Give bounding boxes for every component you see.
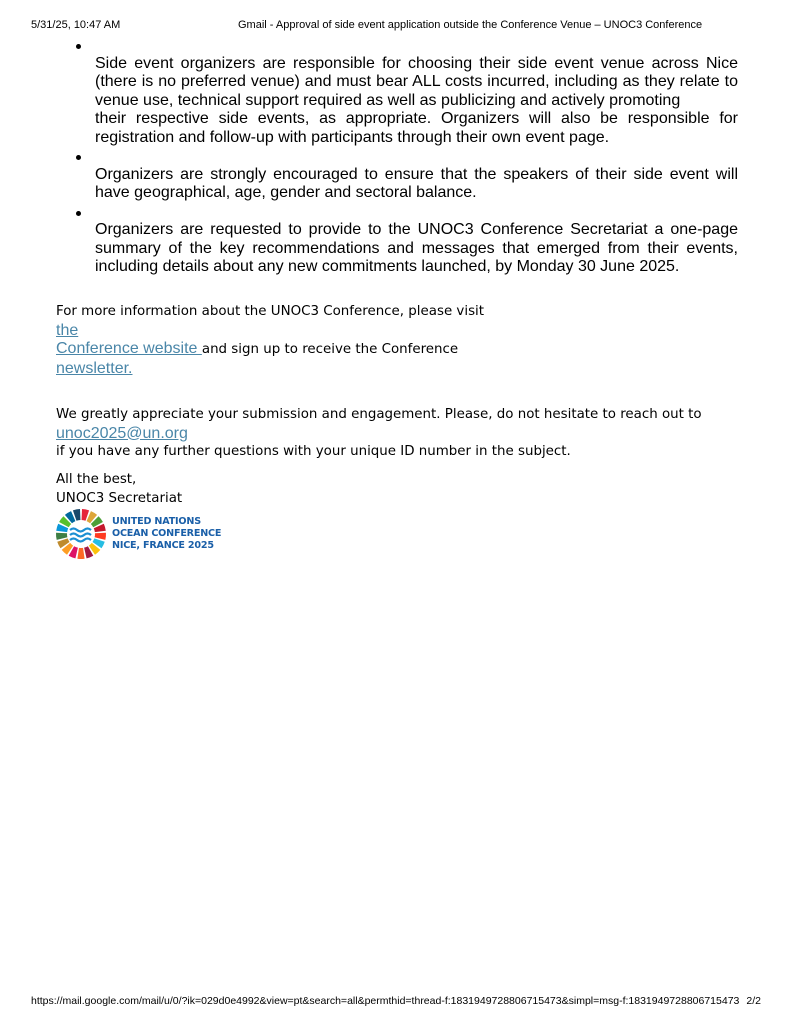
signup-text: and sign up to receive the Conference [201,342,459,357]
sdg-wheel-segment [77,548,84,559]
sdg-wheel-segment [56,533,67,540]
unoc-logo [55,508,222,560]
conference-website-link[interactable]: Conference website [56,340,202,357]
website-line [56,340,484,360]
more-info-block [56,303,484,378]
appreciation-block [56,406,702,462]
list-item-text: Organizers are strongly encouraged to ensure that the speakers of their side event will have geographical, age, gender and sectoral balance. [95,165,738,201]
logo-line-1: UNITED NATIONS [112,516,201,527]
sdg-wheel-segment [95,533,106,540]
print-datetime: 5/31/25, 10:47 AM [31,19,121,31]
appreciation-text: We greatly appreciate your submission and engagement. Please, do not hesitate to reach out to [56,407,702,422]
signoff-block [56,471,182,508]
appreciation-after: if you have any further questions with your unique ID number in the subject. [56,444,571,459]
list-item-text: Organizers are requested to provide to the UNOC3 Conference Secretariat a one-page summary of the key recommendations and messages that emerged from their events, including details about any new commitments launched, by Monday 30 June 2025. [95,221,738,275]
list-item-continuation: their respective side events, as appropriate. Organizers will also be responsible for registration and follow-up with participants through their own event page. [95,110,738,146]
logo-line-2: OCEAN CONFERENCE [112,528,222,539]
signature-text: UNOC3 Secretariat [56,490,183,506]
list-item [95,36,738,147]
more-info-intro: For more information about the UNOC3 Conference, please visit [56,304,485,319]
guidelines-list [95,36,738,277]
page-number: 2/2 [746,995,761,1007]
the-link[interactable]: the [56,321,79,339]
newsletter-link[interactable]: newsletter. [56,359,133,377]
contact-email-link[interactable]: unoc2025@un.org [56,424,188,442]
sdg-wheel-icon [55,508,107,560]
logo-line-3: NICE, FRANCE 2025 [112,540,214,551]
print-url: https://mail.google.com/mail/u/0/?ik=029d0e4992&view=pt&search=all&permthid=thread-f:1831949728806715473&simpl=msg-f:1831949728806715473 [31,995,740,1007]
closing-text: All the best, [56,472,137,487]
logo-text [112,516,221,552]
print-title: Gmail - Approval of side event application outside the Conference Venue – UNOC3 Conference [238,19,703,31]
list-item [95,147,738,203]
list-item-text: Side event organizers are responsible for choosing their side event venue across Nice (there is no preferred venue) and must bear ALL costs incurred, including as they relate to venue use, technical support required as well as publicizing and actively promoting [95,54,738,109]
list-item [95,203,738,277]
